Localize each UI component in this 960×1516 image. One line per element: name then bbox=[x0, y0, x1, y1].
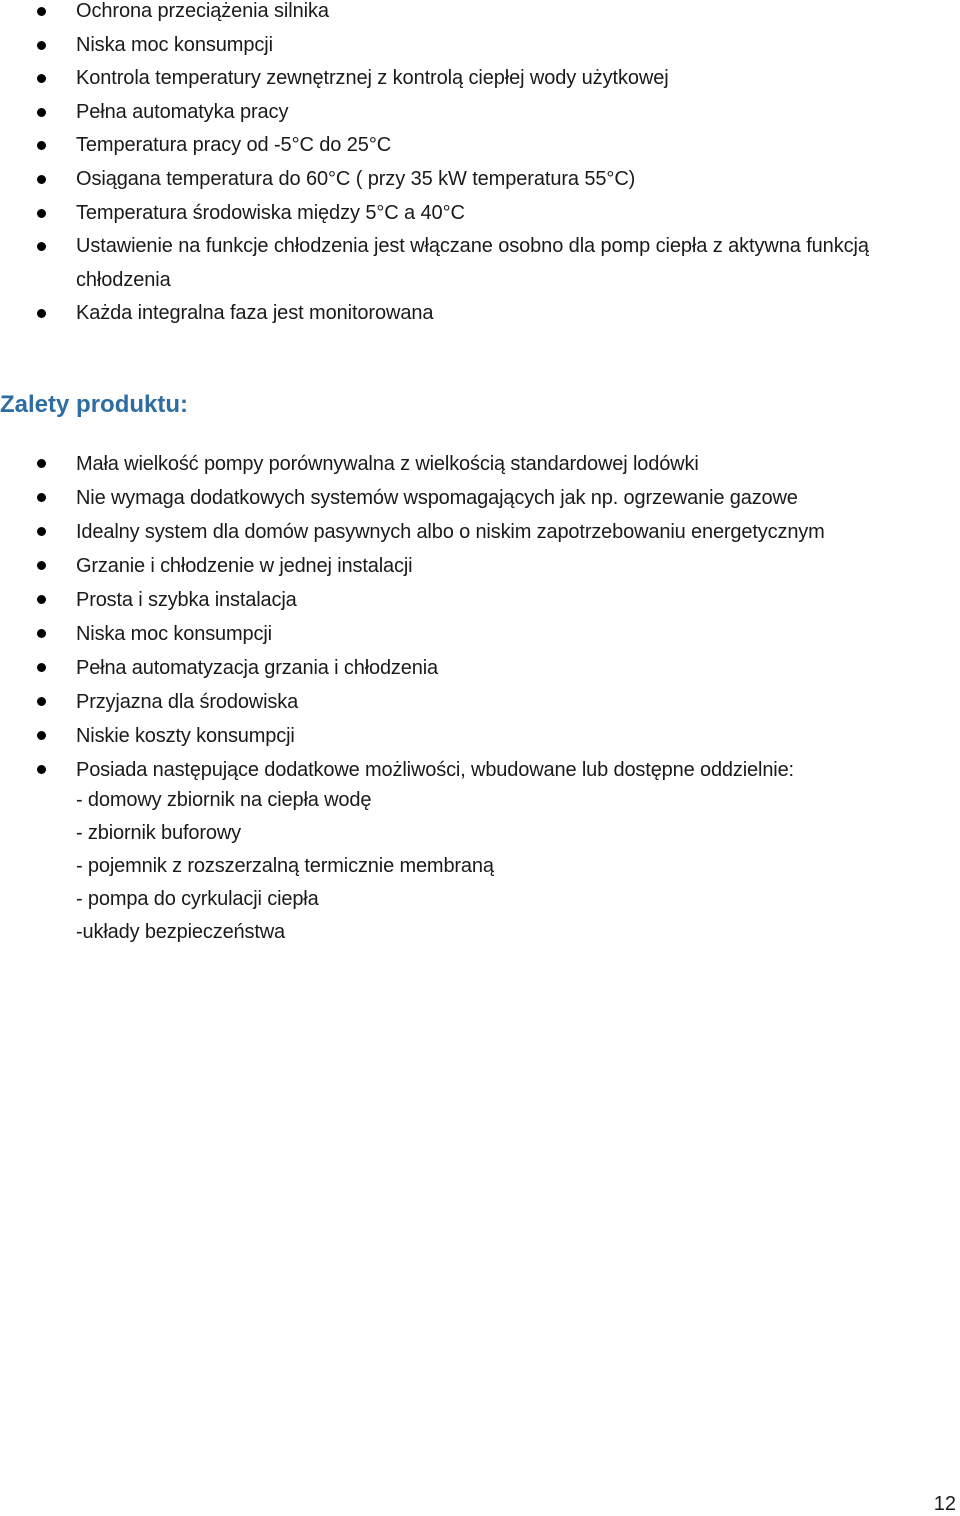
list-item: - pojemnik z rozszerzalną termicznie membraną bbox=[76, 855, 494, 877]
list-item-text: Niska moc konsumpcji bbox=[76, 623, 272, 645]
page-number: 12 bbox=[933, 1493, 956, 1515]
list-item bbox=[0, 230, 960, 297]
list-item-text: Mała wielkość pompy porównywalna z wielkością standardowej lodówki bbox=[76, 453, 699, 475]
list-item bbox=[0, 549, 960, 583]
bullet-icon bbox=[37, 7, 46, 16]
list-item-text: Kontrola temperatury zewnętrznej z kontrolą ciepłej wody użytkowej bbox=[76, 67, 669, 90]
list-item bbox=[0, 719, 960, 753]
list-item bbox=[0, 447, 960, 481]
list-item bbox=[0, 163, 960, 197]
bullet-icon bbox=[37, 697, 46, 706]
list-item bbox=[0, 62, 960, 96]
list-item-text: Niskie koszty konsumpcji bbox=[76, 725, 295, 747]
feature-list bbox=[0, 0, 960, 331]
list-item bbox=[0, 129, 960, 163]
bullet-icon bbox=[37, 141, 46, 150]
list-item bbox=[0, 29, 960, 63]
bullet-icon bbox=[37, 309, 46, 318]
list-item bbox=[0, 297, 960, 331]
list-item bbox=[0, 515, 960, 549]
list-item-text: Temperatura środowiska między 5°C a 40°C bbox=[76, 201, 465, 224]
list-item bbox=[0, 753, 960, 787]
list-item: - pompa do cyrkulacji ciepła bbox=[76, 888, 319, 910]
list-item bbox=[0, 617, 960, 651]
optional-components-list bbox=[76, 784, 494, 949]
bullet-icon bbox=[37, 561, 46, 570]
bullet-icon bbox=[37, 209, 46, 218]
list-item bbox=[0, 96, 960, 130]
bullet-icon bbox=[37, 108, 46, 117]
bullet-icon bbox=[37, 663, 46, 672]
section-heading: Zalety produktu: bbox=[0, 391, 189, 418]
list-item-text: Ustawienie na funkcje chłodzenia jest włączane osobno dla pomp ciepła z aktywna funkcją chłodzenia bbox=[76, 235, 869, 291]
bullet-icon bbox=[37, 731, 46, 740]
list-item-text: Pełna automatyzacja grzania i chłodzenia bbox=[76, 657, 438, 679]
list-item-text: Każda integralna faza jest monitorowana bbox=[76, 302, 434, 325]
list-item: - zbiornik buforowy bbox=[76, 822, 241, 844]
list-item-text: Osiągana temperatura do 60°C ( przy 35 kW temperatura 55°C) bbox=[76, 167, 636, 190]
list-item: - domowy zbiornik na ciepła wodę bbox=[76, 789, 372, 811]
list-item-text: Posiada następujące dodatkowe możliwości, wbudowane lub dostępne oddzielnie: bbox=[76, 759, 794, 781]
bullet-icon bbox=[37, 493, 46, 502]
list-item-text: Ochrona przeciążenia silnika bbox=[76, 0, 329, 22]
list-item-text: Przyjazna dla środowiska bbox=[76, 691, 299, 713]
list-item-text: Niska moc konsumpcji bbox=[76, 33, 273, 56]
bullet-icon bbox=[37, 765, 46, 774]
bullet-icon bbox=[37, 595, 46, 604]
bullet-icon bbox=[37, 41, 46, 50]
list-item-text: Nie wymaga dodatkowych systemów wspomagających jak np. ogrzewanie gazowe bbox=[76, 487, 798, 509]
list-item bbox=[0, 481, 960, 515]
list-item bbox=[0, 583, 960, 617]
bullet-icon bbox=[37, 459, 46, 468]
bullet-icon bbox=[37, 175, 46, 184]
list-item-text: Prosta i szybka instalacja bbox=[76, 589, 297, 611]
bullet-icon bbox=[37, 242, 46, 251]
list-item-text: Temperatura pracy od -5°C do 25°C bbox=[76, 134, 392, 157]
bullet-icon bbox=[37, 527, 46, 536]
bullet-icon bbox=[37, 74, 46, 83]
list-item bbox=[0, 651, 960, 685]
list-item bbox=[0, 685, 960, 719]
list-item: -układy bezpieczeństwa bbox=[76, 921, 286, 943]
list-item-text: Pełna automatyka pracy bbox=[76, 100, 289, 123]
list-item-text: Idealny system dla domów pasywnych albo o niskim zapotrzebowaniu energetycznym bbox=[76, 521, 825, 543]
list-item bbox=[0, 197, 960, 231]
bullet-icon bbox=[37, 629, 46, 638]
advantages-list bbox=[0, 447, 960, 787]
list-item bbox=[0, 0, 960, 29]
list-item-text: Grzanie i chłodzenie w jednej instalacji bbox=[76, 555, 413, 577]
